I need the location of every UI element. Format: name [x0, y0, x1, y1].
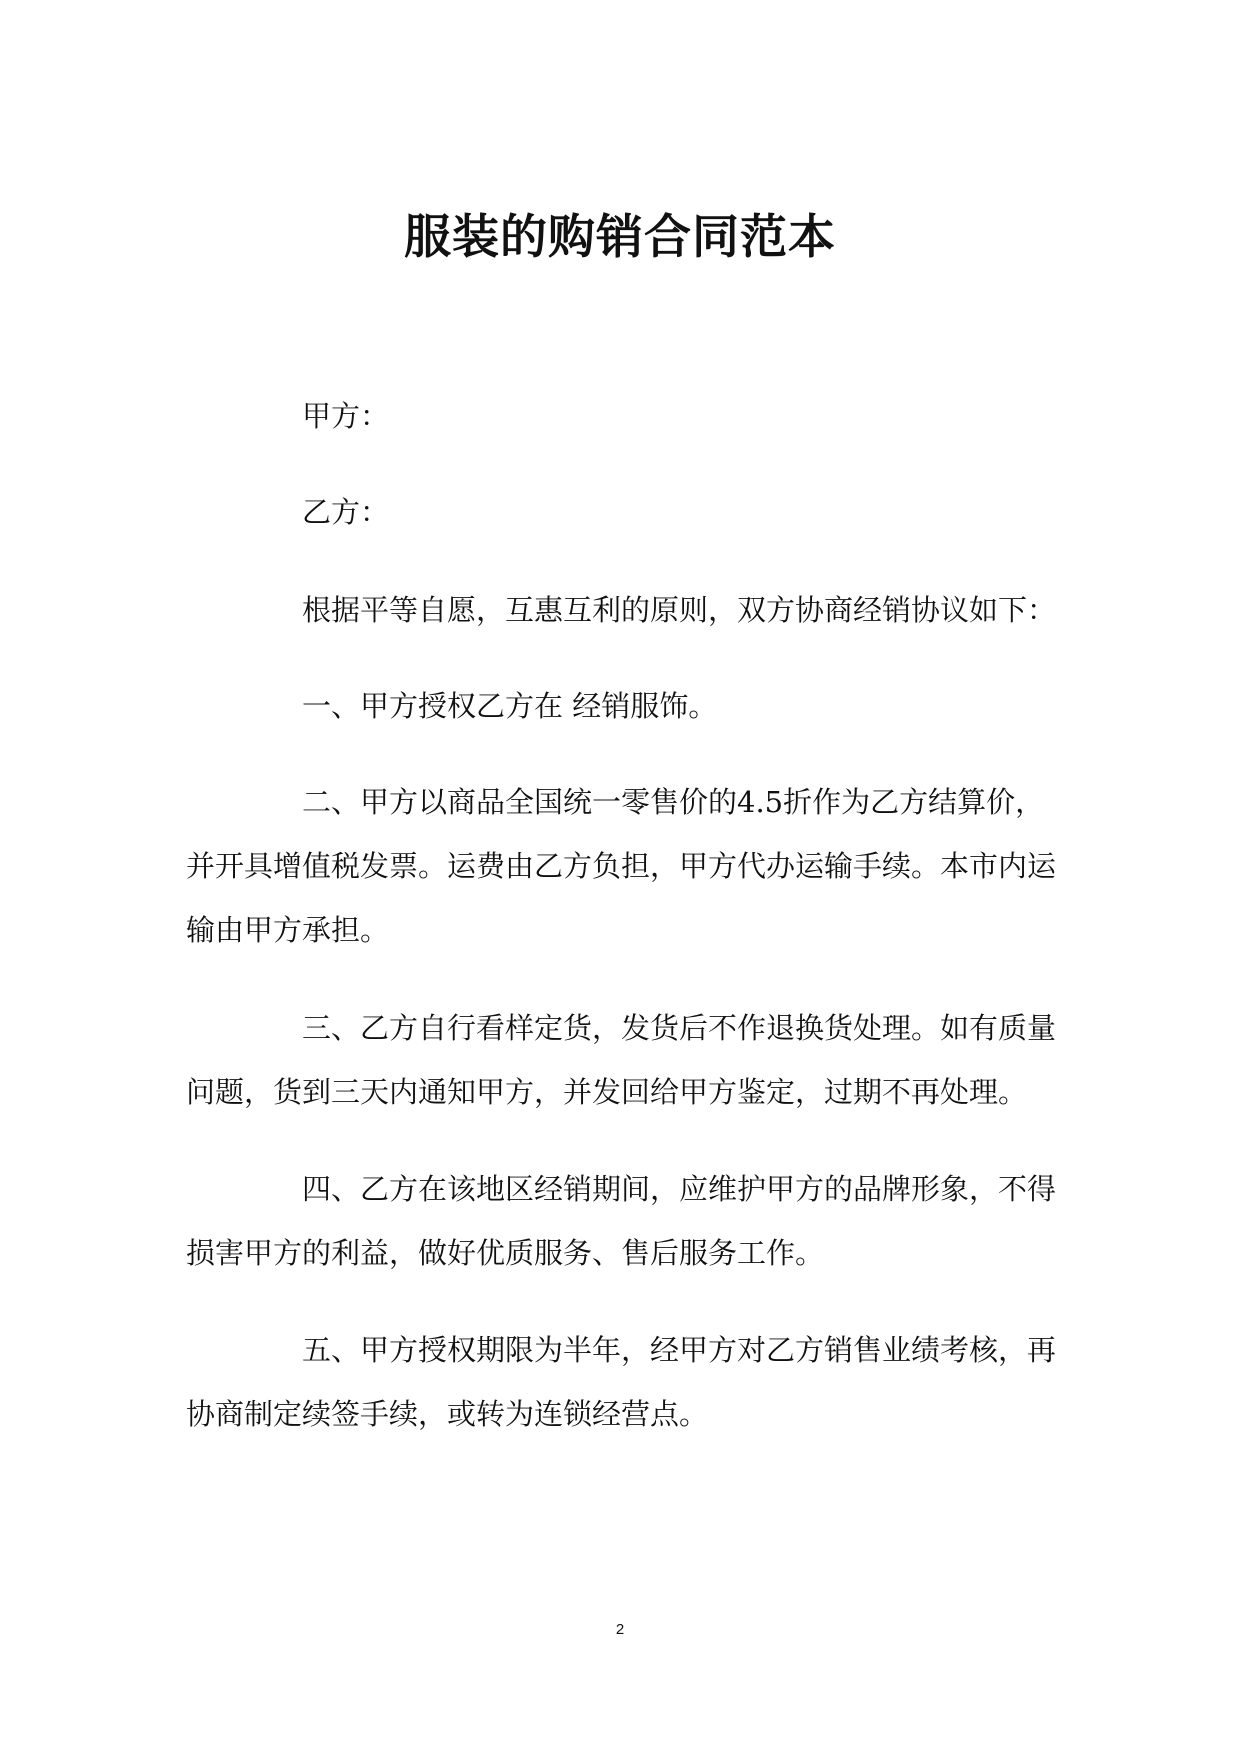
clause-1: 一、甲方授权乙方在 经销服饰。: [302, 689, 718, 723]
document-title: 服装的购销合同范本: [404, 210, 836, 265]
clause-3: 三、乙方自行看样定货，发货后不作退换货处理。如有质量问题，货到三天内通知甲方，并发回给甲方鉴定，过期不再处理。: [186, 1011, 1057, 1109]
clause-5: 五、甲方授权期限为半年，经甲方对乙方销售业绩考核，再协商制定续签手续，或转为连锁经营点。: [186, 1333, 1057, 1431]
party-a-label: 甲方：: [302, 399, 390, 433]
page-number: 2: [615, 1621, 625, 1638]
clause-2: 二、甲方以商品全国统一零售价的4.5折作为乙方结算价，并开具增值税发票。运费由乙方负担，甲方代办运输手续。本市内运输由甲方承担。: [186, 785, 1057, 947]
party-b-label: 乙方：: [302, 495, 390, 529]
intro-paragraph: 根据平等自愿，互惠互利的原则，双方协商经销协议如下：: [302, 593, 1057, 627]
clause-4: 四、乙方在该地区经销期间，应维护甲方的品牌形象，不得损害甲方的利益，做好优质服务、售后服务工作。: [186, 1172, 1057, 1270]
